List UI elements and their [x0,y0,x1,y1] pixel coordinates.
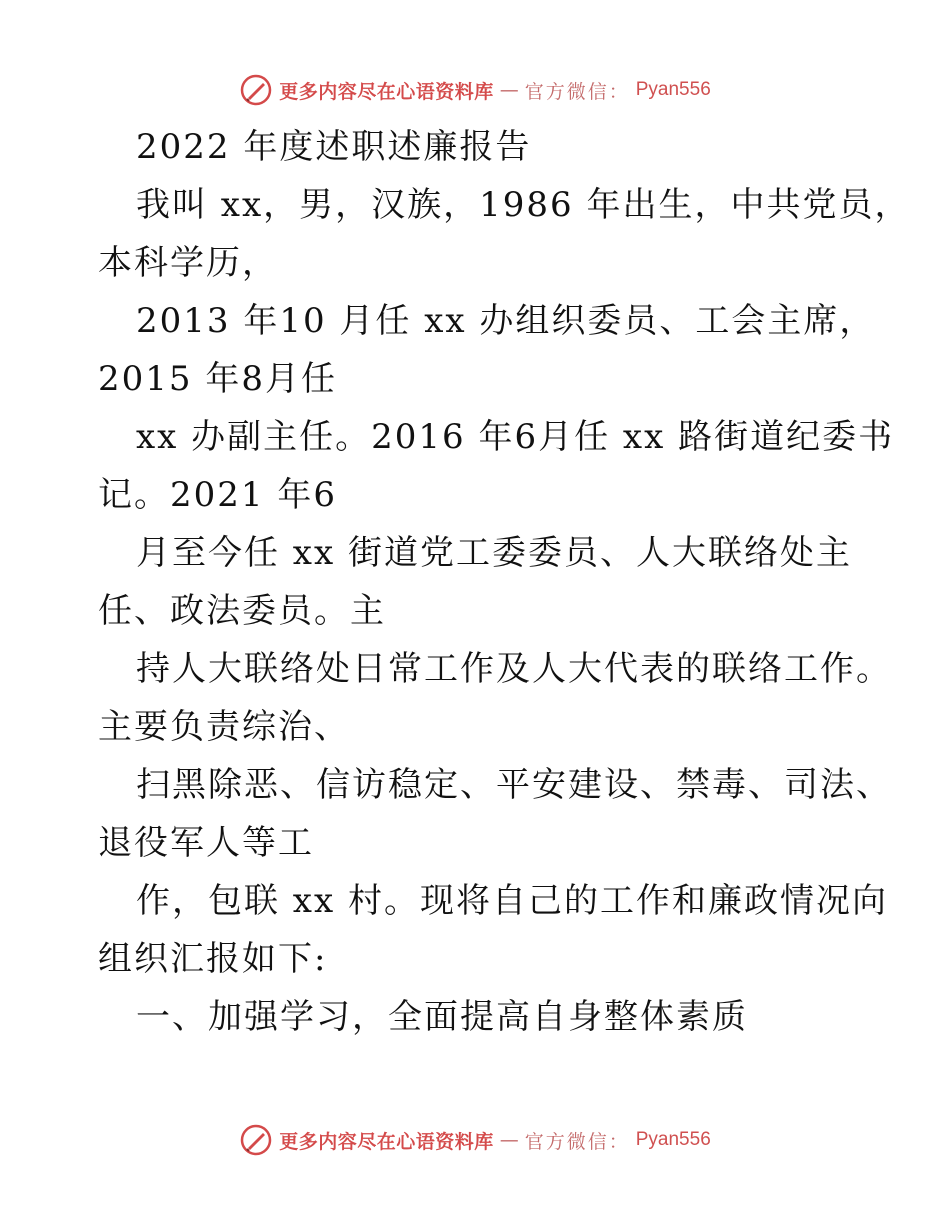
watermark-footer [0,1120,950,1160]
document-line: 记。2021 年6 [98,475,337,515]
document-line: 持人大联络处日常工作及人大代表的联络工作。 [136,649,892,689]
watermark-text: 更多内容尽在心语资料库 [279,80,494,103]
watermark-wechat-id: Pyan556 [635,1129,711,1150]
document-line: 2013 年10 月任 xx 办组织委员、工会主席， [136,301,876,341]
document-body [98,118,911,1046]
watermark-text: 更多内容尽在心语资料库 [279,1130,494,1153]
document-line: 扫黑除恶、信访稳定、平安建设、禁毒、司法、 [136,765,892,805]
document-line: 组织汇报如下: [98,939,328,979]
watermark-header [0,70,950,110]
document-line: 本科学历， [98,243,278,283]
watermark-wechat-label: 官方微信： [524,80,630,103]
document-line: 2022 年度述职述廉报告 [136,127,532,167]
document-line: 主要负责综治、 [98,707,350,747]
document-line: 退役军人等工 [98,823,314,863]
document-line: 月至今任 xx 街道党工委委员、人大联络处主 [136,533,852,573]
document-line: 我叫 xx，男，汉族，1986 年出生，中共党员， [136,185,911,225]
document-line: 作，包联 xx 村。现将自己的工作和廉政情况向 [136,881,888,921]
watermark-dash: — [499,1129,519,1151]
watermark-wechat-label: 官方微信： [524,1130,630,1153]
document-line: 2015 年8月任 [98,359,337,399]
document-line: xx 办副主任。2016 年6月任 xx 路街道纪委书 [136,417,895,457]
watermark-dash: — [499,79,519,101]
document-line: 一、加强学习，全面提高自身整体素质 [136,997,748,1037]
quill-logo-icon [239,73,273,107]
quill-logo-icon [239,1123,273,1157]
watermark-wechat-id: Pyan556 [635,79,711,100]
document-line: 任、政法委员。主 [98,591,386,631]
